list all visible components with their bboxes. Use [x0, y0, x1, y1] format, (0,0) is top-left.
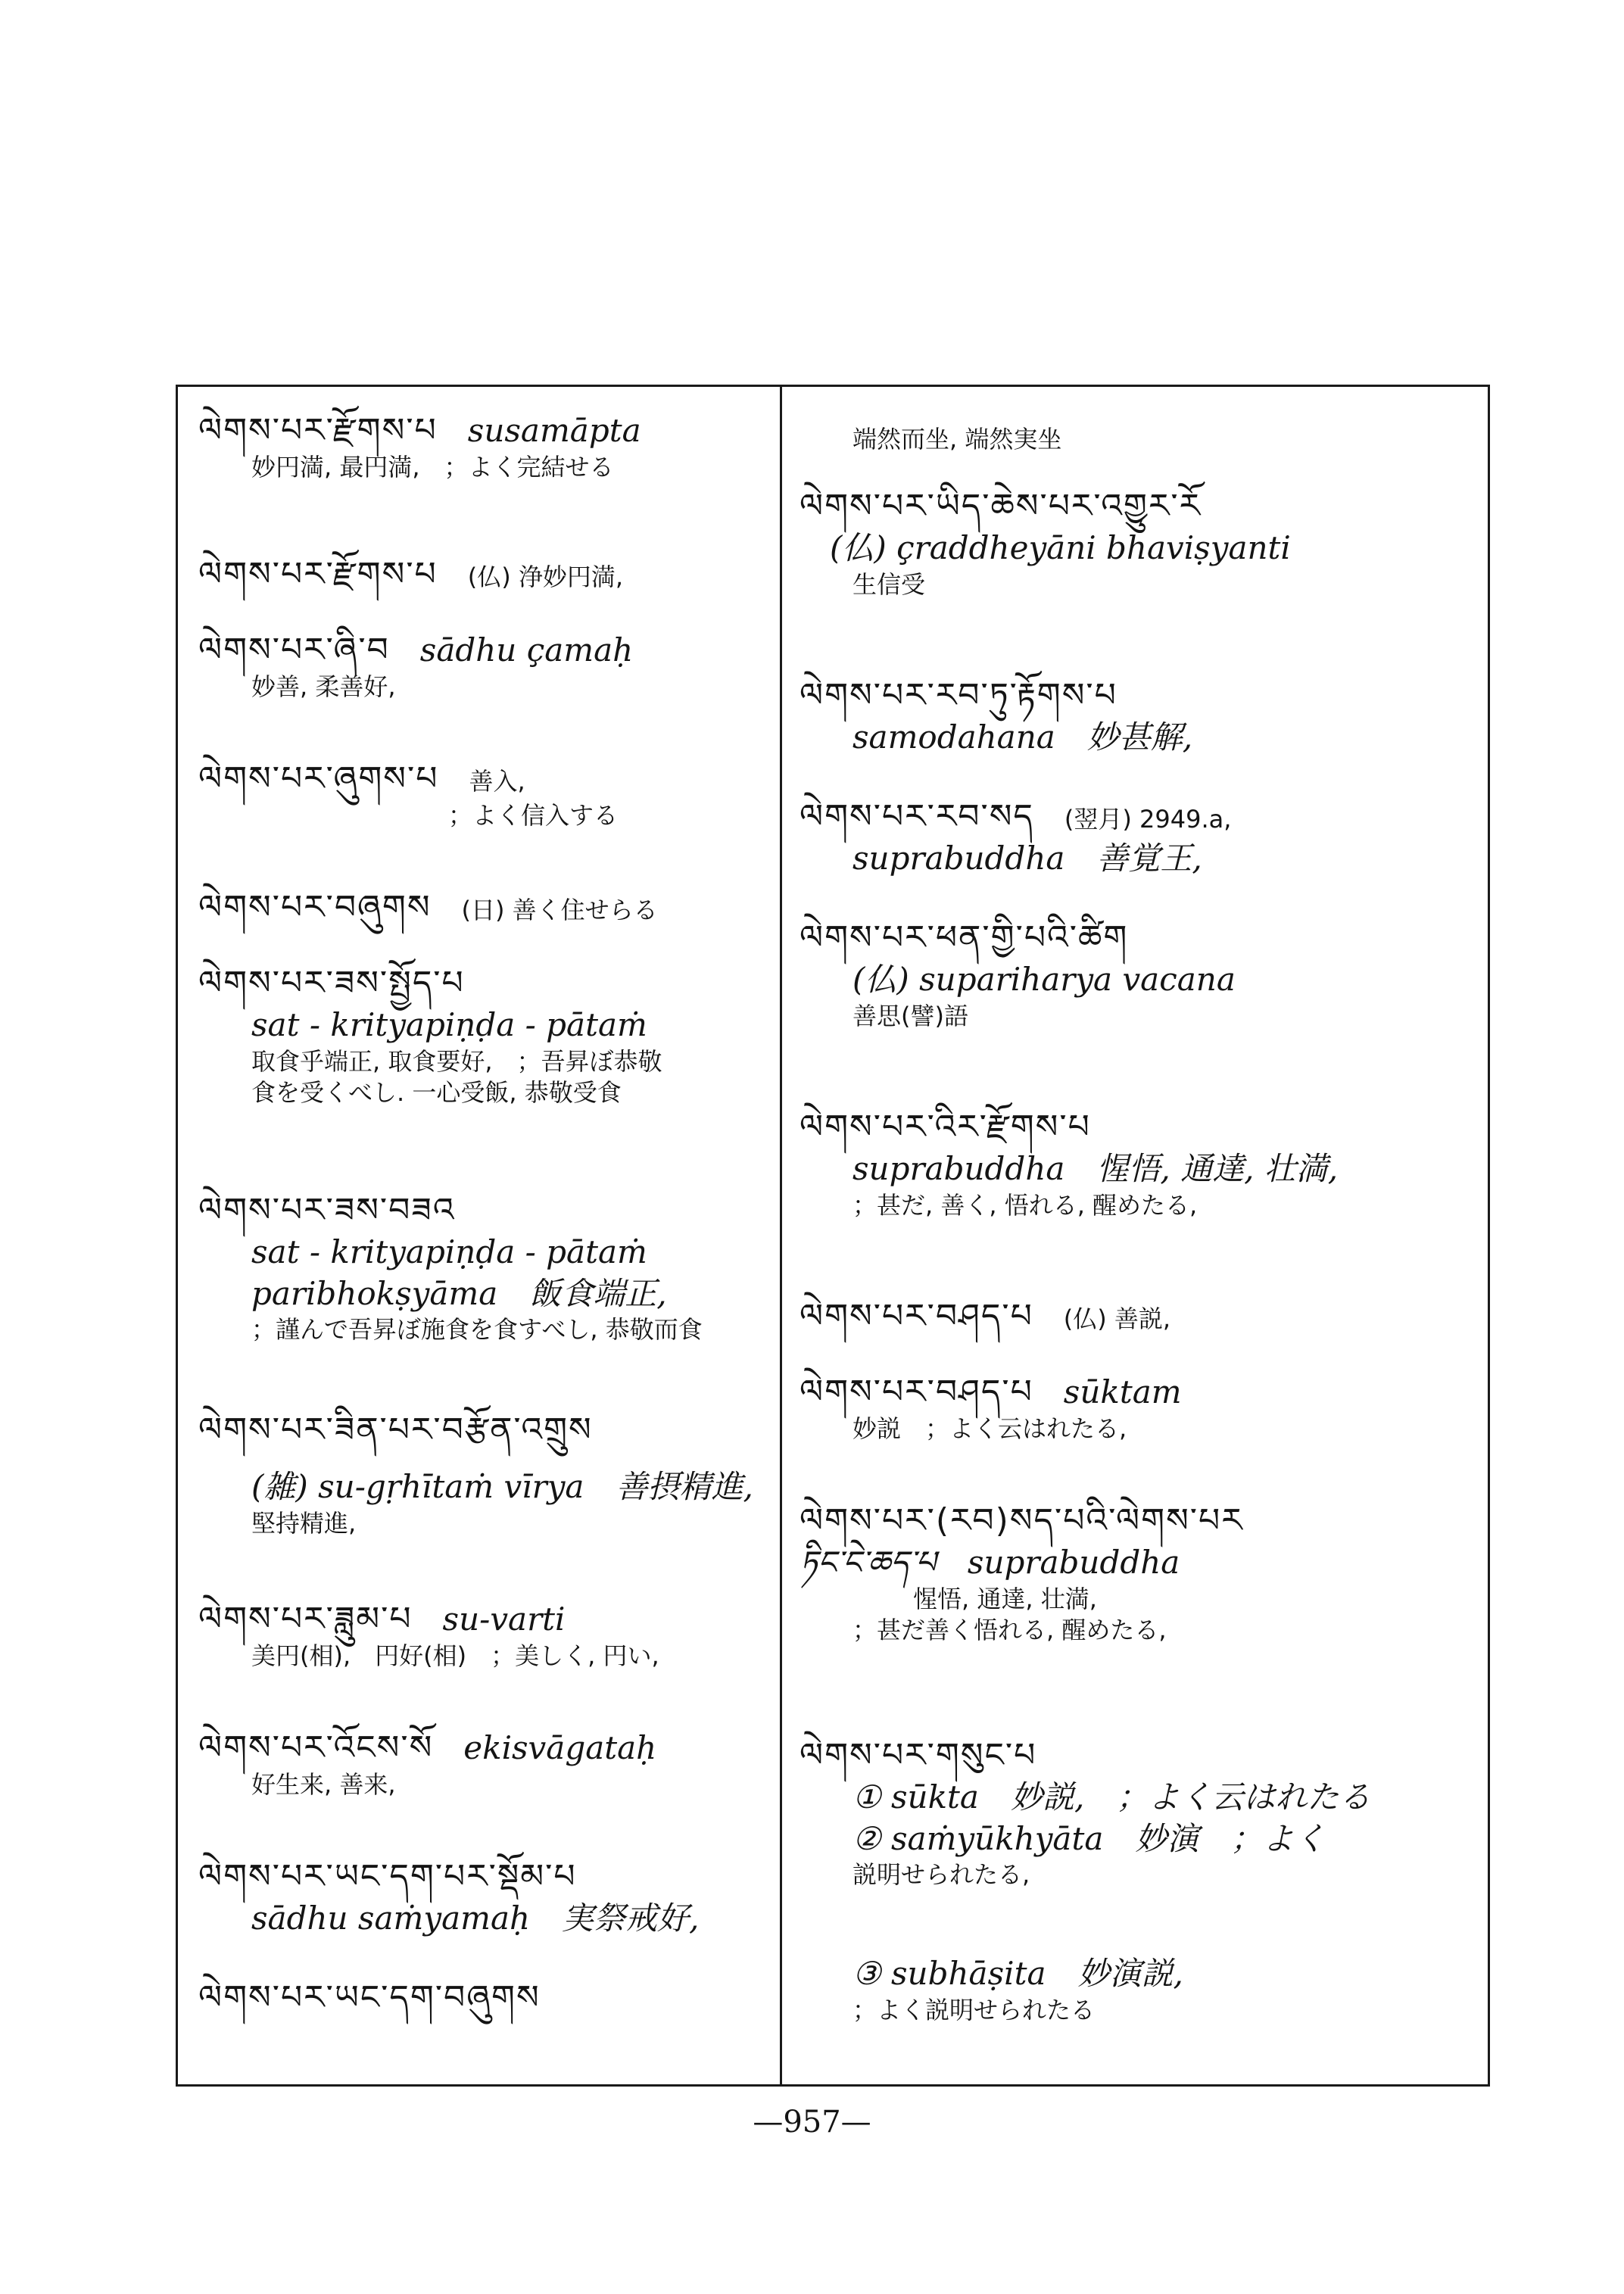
sanskrit-line: ① sūkta 妙説, ；よく云はれたる: [853, 1778, 1371, 1816]
sanskrit-line: ② saṁyūkhyāta 妙演 ；よく: [853, 1819, 1326, 1857]
dictionary-entry: [800, 1953, 1481, 2026]
dictionary-entry: [800, 1734, 1481, 1891]
dictionary-entry: [800, 1370, 1481, 1445]
gloss-line: 説明せられたる,: [853, 1860, 1030, 1890]
dictionary-entry: [198, 1597, 774, 1672]
dictionary-entry: [800, 916, 1481, 1032]
gloss-inline: 善入,: [469, 767, 525, 796]
gloss-inline: (仏) 浄妙円満,: [467, 563, 624, 591]
gloss-line: 妙善, 柔善好,: [251, 672, 396, 702]
dictionary-entry: [800, 485, 1481, 600]
dictionary-entry: [198, 757, 774, 832]
dictionary-entry: [198, 1726, 774, 1801]
sanskrit-line: ③ subhāṣita 妙演説,: [853, 1955, 1183, 1992]
dictionary-entry: [800, 1105, 1481, 1221]
gloss-line: 生信受: [853, 569, 926, 599]
tibetan-headword: ལེགས་པར་བཤད་པ: [800, 1297, 1033, 1336]
dictionary-entry: [800, 1499, 1481, 1647]
sanskrit-term: susamāpta: [467, 412, 641, 449]
tibetan-headword: ལེགས་པར་འིར་རྫོགས་པ: [800, 1108, 1091, 1146]
tibetan-headword: ལེགས་པར་རྫོགས་པ: [198, 555, 438, 594]
gloss-line: 善思(譬)語: [853, 1001, 968, 1030]
dictionary-entry: [800, 674, 1481, 759]
dictionary-entry: [800, 424, 1481, 456]
gloss-line: 惺悟, 通達, 壮満,: [913, 1584, 1097, 1613]
tibetan-headword: ལེགས་པར་ཟླུམ་པ: [198, 1600, 413, 1638]
gloss-line: ；謹んで吾昇ぼ施食を食すべし, 恭敬而食: [251, 1315, 703, 1345]
dictionary-entry: [198, 1855, 774, 1940]
tibetan-headword: ལེགས་པར་ཡང་དག་བཞུགས: [198, 1978, 541, 2017]
gloss-line: ；甚だ, 善く, 悟れる, 醒めたる,: [853, 1190, 1198, 1220]
gloss-inline: (仏) 善説,: [1063, 1304, 1171, 1333]
gloss-line: 好生来, 善来,: [251, 1770, 396, 1800]
tibetan-headword: ལེགས་པར་ཟིན་པར་བརྩོན་འགྲུས: [198, 1410, 593, 1449]
gloss-inline: (日) 善く住せらる: [461, 896, 658, 924]
tibetan-headword: ལེགས་པར་རྫོགས་པ: [198, 411, 438, 450]
sanskrit-term: sādhu çamaḥ: [419, 631, 634, 669]
gloss-line: 取食乎端正, 取食要好, ；吾昇ぼ恭敬: [251, 1046, 662, 1076]
tibetan-headword: ལེགས་པར་རབ་ཏུ་རྟོགས་པ: [800, 676, 1117, 715]
sanskrit-line: suprabuddha 善覚王,: [853, 840, 1202, 877]
sanskrit-term: ekisvāgataḥ: [463, 1729, 657, 1766]
sanskrit-line: (雑) su-gṛhītaṁ vīrya 善摂精進,: [251, 1468, 753, 1506]
gloss-line: ；よく信入する: [448, 801, 619, 831]
gloss-line: 端然而坐, 端然実坐: [853, 425, 1062, 454]
tibetan-headword: ལེགས་པར་རབ་སད: [800, 797, 1034, 836]
tibetan-headword: ལེགས་པར་ཟས་སྤྱོད་པ: [198, 964, 465, 1002]
dictionary-entry: [198, 1189, 774, 1346]
sanskrit-line: sādhu saṁyamaḥ 実祭戒好,: [251, 1900, 700, 1937]
tibetan-headword: ལེགས་པར་གསུང་པ: [800, 1736, 1037, 1775]
dictionary-entry: [800, 1295, 1481, 1338]
sanskrit-term: sūktam: [1063, 1373, 1182, 1410]
gloss-line: 妙説 ；よく云はれたる,: [853, 1414, 1127, 1444]
tibetan-headword: ལེགས་པར་ཞི་བ: [198, 631, 390, 669]
gloss-line: 妙円満, 最円満, ；よく完結せる: [251, 453, 614, 482]
tibetan-headword: ལེགས་པར་ཞུགས་པ: [198, 759, 439, 798]
gloss-line: 堅持精進,: [251, 1508, 357, 1538]
column-divider: [780, 385, 782, 2087]
sanskrit-line: paribhokṣyāma 飯食端正,: [251, 1274, 667, 1312]
gloss-line: ；よく説明せられたる: [853, 1995, 1096, 2024]
gloss-inline: (翌月) 2949.a,: [1064, 805, 1232, 834]
dictionary-entry: [198, 409, 774, 484]
page-number: —957—: [753, 2105, 871, 2140]
tibetan-headword: ལེགས་པར་བཞུགས: [198, 888, 432, 927]
sanskrit-line: ཏིང་ངེ་ཆད་པ suprabuddha: [800, 1544, 1180, 1582]
tibetan-headword: ལེགས་པར་འོངས་སོ: [198, 1728, 434, 1767]
gloss-line: 食を受くべし. 一心受飯, 恭敬受食: [251, 1078, 622, 1108]
tibetan-headword: ལེགས་པར་ཕན་གྱི་པའི་ཚིག: [800, 918, 1129, 957]
sanskrit-line: sat - krityapiṇḍa - pātaṁ: [251, 1233, 647, 1271]
gloss-line: 美円(相), 円好(相) ；美しく, 円い,: [251, 1641, 659, 1671]
tibetan-headword: ལེགས་པར་ཡང་དག་པར་སྡོམ་པ: [198, 1857, 577, 1896]
tibetan-headword: ལེགས་པར་ཟས་བཟའ: [198, 1191, 456, 1230]
tibetan-headword: ལེགས་པར་ཡིད་ཆེས་པར་འགྱུར་རོ: [800, 487, 1202, 525]
dictionary-entry: [198, 886, 774, 929]
sanskrit-line: suprabuddha 惺悟, 通達, 壮満,: [853, 1150, 1339, 1188]
dictionary-entry: [198, 1408, 774, 1539]
sanskrit-line: (仏) supariharya vacana: [853, 961, 1236, 999]
dictionary-entry: [198, 553, 774, 596]
dictionary-entry: [198, 962, 774, 1109]
tibetan-headword: ལེགས་པར་(རབ)སད་པའི་ལེགས་པར: [800, 1501, 1244, 1540]
sanskrit-line: sat - krityapiṇḍa - pātaṁ: [251, 1006, 647, 1044]
sanskrit-term: su-varti: [442, 1601, 566, 1638]
tibetan-headword: ལེགས་པར་བཤད་པ: [800, 1373, 1033, 1411]
gloss-line: ；甚だ善く悟れる, 醒めたる,: [853, 1616, 1167, 1645]
sanskrit-line: (仏) çraddheyāni bhaviṣyanti: [830, 529, 1291, 567]
sanskrit-line: samodahana 妙甚解,: [853, 718, 1193, 756]
dictionary-entry: [198, 628, 774, 703]
dictionary-entry: [800, 795, 1481, 880]
dictionary-entry: [198, 1976, 774, 2019]
